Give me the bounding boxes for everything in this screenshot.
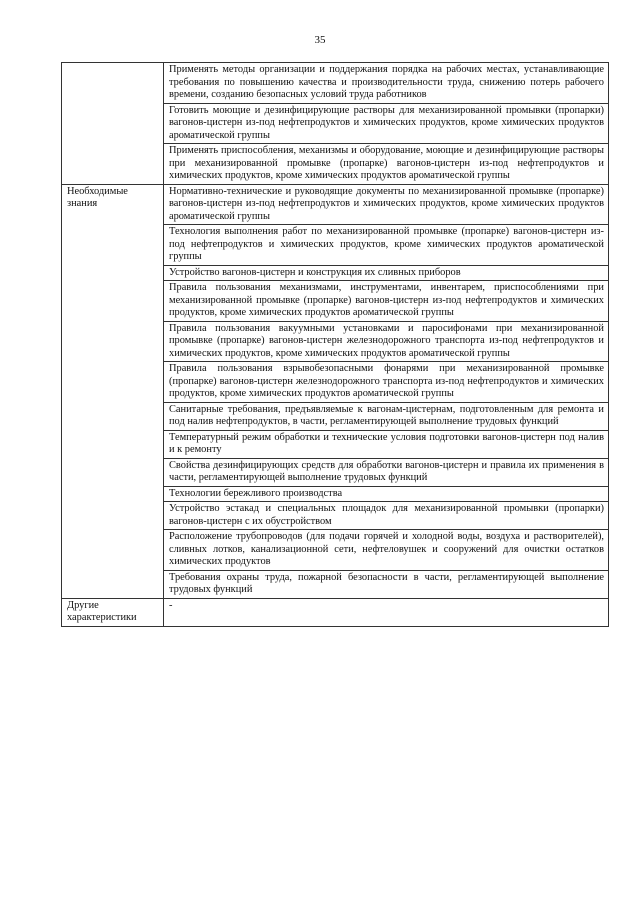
- section-label-required-knowledge: Необходимые знания: [62, 184, 164, 598]
- table-cell: Нормативно-технические и руководящие документы по механизированной промывке (пропарке) вагонов-цистерн из-под нефтепродуктов и химических продуктов, кроме химических продуктов ароматической группы: [164, 184, 609, 225]
- section-label-other-characteristics: Другие характеристики: [62, 598, 164, 626]
- table-cell: Температурный режим обработки и технические условия подготовки вагонов-цистерн под налив и к ремонту: [164, 430, 609, 458]
- requirements-table-body: [62, 63, 609, 627]
- table-row: [62, 598, 609, 626]
- table-cell: Устройство вагонов-цистерн и конструкция их сливных приборов: [164, 265, 609, 281]
- table-cell: Технологии бережливого производства: [164, 486, 609, 502]
- table-row: [62, 184, 609, 225]
- table-cell: -: [164, 598, 609, 626]
- table-cell: Готовить моющие и дезинфицирующие растворы для механизированной промывки (пропарки) вагонов-цистерн из-под нефтепродуктов и химических продуктов, кроме химических продуктов ароматической группы: [164, 103, 609, 144]
- requirements-table: [61, 62, 609, 627]
- table-cell: Санитарные требования, предъявляемые к вагонам-цистернам, подготовленным для ремонта и под налив нефтепродуктов, в части, регламентирующей выполнение трудовых функций: [164, 402, 609, 430]
- table-row: [62, 63, 609, 104]
- table-cell: Технология выполнения работ по механизированной промывке (пропарке) вагонов-цистерн из-под нефтепродуктов и химических продуктов, кроме химических продуктов ароматической группы: [164, 225, 609, 266]
- table-cell: Расположение трубопроводов (для подачи горячей и холодной воды, воздуха и растворителей), сливных лотков, канализационной сети, нефтеловушек и сооружений для очистки остатков химических продуктов: [164, 530, 609, 571]
- section-label-continued: [62, 63, 164, 185]
- table-cell: Правила пользования взрывобезопасными фонарями при механизированной промывке (пропарке) вагонов-цистерн железнодорожного транспорта из-под нефтепродуктов и химических продуктов, кроме химических продуктов ароматической группы: [164, 362, 609, 403]
- table-cell: Применять приспособления, механизмы и оборудование, моющие и дезинфицирующие растворы при механизированной промывке (пропарке) вагонов-цистерн из-под нефтепродуктов и химических продуктов, кроме химических продуктов ароматической группы: [164, 144, 609, 185]
- table-cell: Применять методы организации и поддержания порядка на рабочих местах, устанавливающие требования по повышению качества и производительности труда, снижению потерь рабочего времени, созданию безопасных условий труда работников: [164, 63, 609, 104]
- table-cell: Свойства дезинфицирующих средств для обработки вагонов-цистерн и правила их применения в части, регламентирующей выполнение трудовых функций: [164, 458, 609, 486]
- table-cell: Требования охраны труда, пожарной безопасности в части, регламентирующей выполнение трудовых функций: [164, 570, 609, 598]
- table-cell: Правила пользования вакуумными установками и паросифонами при механизированной промывке (пропарке) вагонов-цистерн железнодорожного транспорта из-под нефтепродуктов и химических продуктов, кроме химических продуктов ароматической группы: [164, 321, 609, 362]
- table-cell: Устройство эстакад и специальных площадок для механизированной промывки (пропарки) вагонов-цистерн с их обустройством: [164, 502, 609, 530]
- table-cell: Правила пользования механизмами, инструментами, инвентарем, приспособлениями при механизированной промывке (пропарке) вагонов-цистерн из-под нефтепродуктов и химических продуктов, кроме химических продуктов ароматической группы: [164, 281, 609, 322]
- page-number: 35: [314, 34, 326, 46]
